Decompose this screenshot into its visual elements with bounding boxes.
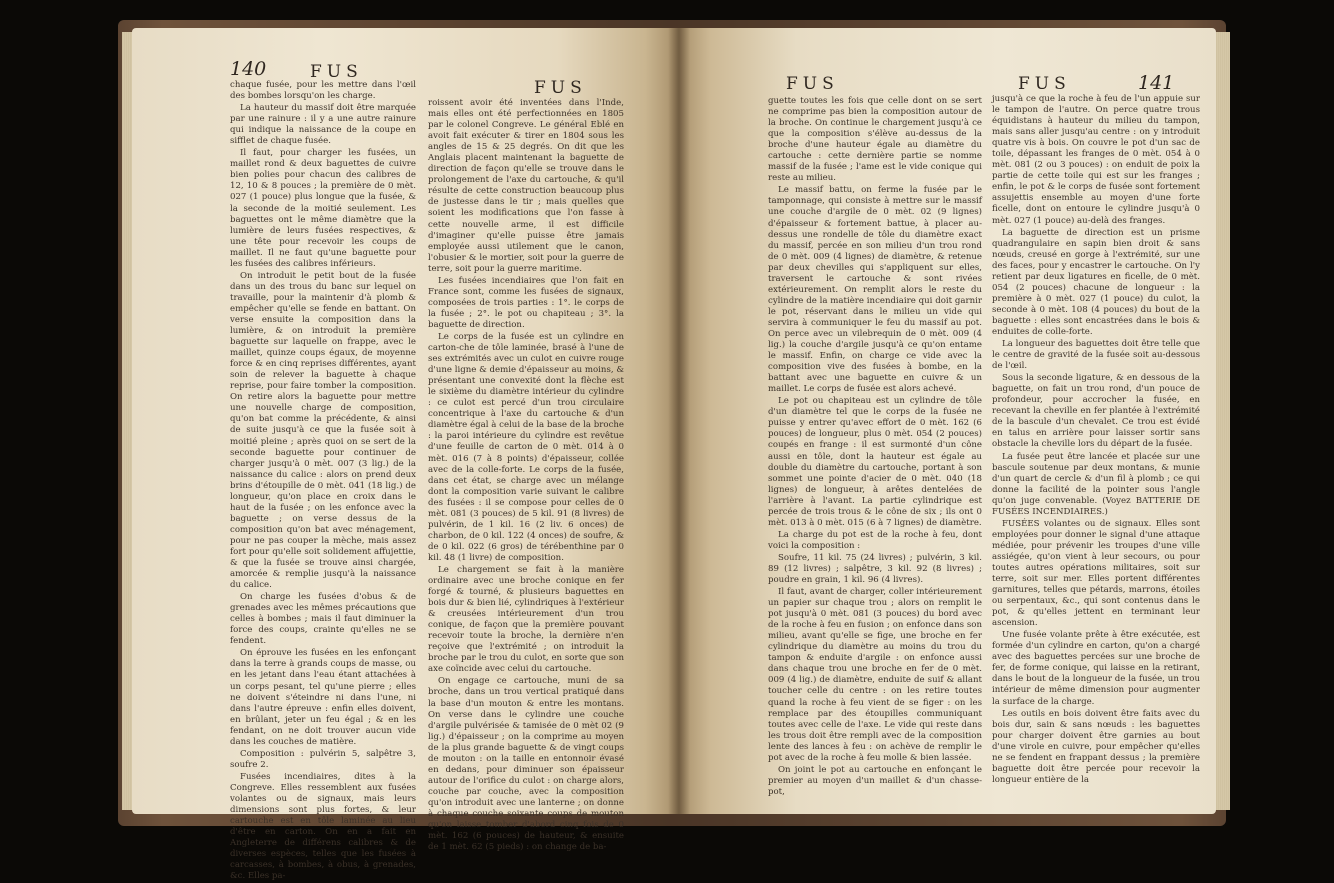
paragraph: Composition : pulvérin 5, salpêtre 3, soufre 2. bbox=[230, 748, 416, 770]
paragraph: La longueur des baguettes doit être telle que le centre de gravité de la fusée soit au-dessous de l'œil. bbox=[992, 339, 1200, 372]
page-edges-right bbox=[1216, 32, 1230, 810]
right-running-head-inner: FUS bbox=[786, 74, 839, 94]
paragraph: La baguette de direction est un prisme quadrangulaire en sapin bien droit & sans nœuds, creusé en gorge à l'extrémité, sur une des faces, pour y encastrer le cartouche. On l'y retient par deux ligatures en ficelle, de 0 mèt. 054 (2 pouces) chacune de longueur : la première à 0 mèt. 027 (1 pouce) du culot, la seconde à 0 mèt. 108 (4 pouces) du bout de la baguette : elles sont encastrées dans le bois & enduites de colle-forte. bbox=[992, 227, 1200, 337]
paragraph: La charge du pot est de la roche à feu, dont voici la composition : bbox=[768, 529, 982, 551]
book-gutter bbox=[668, 28, 690, 814]
paragraph: Les outils en bois doivent être faits avec du bois dur, sain & sans nœuds : les baguettes pour charger doivent être garnies au bout d'une virole en cuivre, pour empêcher qu'elles ne se fendent en frappant dessus ; la première baguette doit être percée pour recevoir la longueur entière de la bbox=[992, 708, 1200, 785]
right-page-column-b bbox=[992, 94, 1200, 787]
paragraph: roissent avoir été inventées dans l'Inde, mais elles ont été perfectionnées en 1805 par le colonel Congreve. Le général Eblé en avoit fait exécuter & tirer en 1804 sous les angles de 15 & 25 degrés. On dit que les Anglais placent maintenant la baguette de direction de façon qu'elle se trouve dans le prolongement de l'axe du cartouche, & qu'il résulte de cette construction beaucoup plus de justesse dans le tir ; mais quelles que soient les modifications que l'on fasse à cette nouvelle arme, il est difficile d'imaginer qu'elle puisse être jamais employée aussi utilement que le canon, l'obusier & le mortier, soit pour la guerre de terre, soit pour la guerre maritime. bbox=[428, 98, 624, 274]
paragraph: Il faut, avant de charger, coller intérieurement un papier sur chaque trou ; alors on remplit le pot jusqu'à 0 mèt. 081 (3 pouces) du bord avec de la roche à feu en fusion ; on enfonce dans son milieu, avant qu'elle se fige, une broche en fer cylindrique du diamètre au moins du trou du tampon & enduite d'argile : on enfonce aussi dans chaque trou une broche en fer de 0 mèt. 009 (4 lig.) de diamètre, enduite de suif & allant toucher celle du centre : on les retire toutes quand la roche à feu vient de se figer : on les remplace par des étoupilles communiquant toutes avec celle de l'axe. Le vide qui reste dans les trous doit être rempli avec de la composition lente des lances à feu : on achève de remplir le pot avec de la roche à feu molle & bien lassée. bbox=[768, 587, 982, 763]
paragraph: Soufre, 11 kil. 75 (24 livres) ; pulvérin, 3 kil. 89 (12 livres) ; salpêtre, 3 kil. 92 (8 livres) ; poudre en grain, 1 kil. 96 (4 livres). bbox=[768, 552, 982, 586]
paragraph: Le pot ou chapiteau est un cylindre de tôle d'un diamètre tel que le corps de la fusée ne puisse y entrer qu'avec effort de 0 mèt. 162 (6 pouces) de longueur, plus 0 mèt. 054 (2 pouces) coupés en frange : il est surmonté d'un cône aussi en tôle, dont la hauteur est égale au double du diamètre du cartouche, portant à son sommet une pointe d'acier de 0 mèt. 040 (18 lignes) de longueur, à arêtes dentelées de l'arrière à l'avant. La partie cylindrique est percée de trois trous & le cône de six ; ils ont 0 mèt. 013 à 0 mèt. 015 (6 à 7 lignes) de diamètre. bbox=[768, 396, 982, 528]
paragraph: FUSÉES volantes ou de signaux. Elles sont employées pour donner le signal d'une attaque médiée, pour prévenir les troupes d'une ville assiégée, qu'on vient à leur secours, ou pour toutes autres opérations militaires, soit sur terre, soit sur mer. Elles portent différentes garnitures, telles que pétards, marrons, étoiles ou serpentaux, &c., qui sont contenus dans le pot, & qu'elles jettent en terminant leur ascension. bbox=[992, 518, 1200, 629]
left-running-head-inner: FUS bbox=[534, 78, 587, 98]
paragraph: Fusées incendiaires, dites à la Congreve. Elles ressemblent aux fusées volantes ou de signaux, mais leurs dimensions sont plus fortes, & leur cartouche est en tôle laminée au lieu d'être en carton. On en a fait en Angleterre de différens calibres & de diverses espèces, telles que les fusées à carcasses, à bombes, à obus, à grenades, &c. Elles pa- bbox=[230, 771, 416, 882]
paragraph: chaque fusée, pour les mettre dans l'œil des bombes lorsqu'on les charge. bbox=[230, 80, 416, 102]
paragraph: On charge les fusées d'obus & de grenades avec les mêmes précautions que celles à bombes ; mais il faut diminuer la force des coups, crainte qu'elles ne se fendent. bbox=[230, 592, 416, 647]
left-page-number: 140 bbox=[230, 58, 267, 80]
right-running-head-outer: FUS bbox=[1018, 74, 1071, 94]
paragraph: On joint le pot au cartouche en enfonçant le premier au moyen d'un maillet & d'un chasse-pot, bbox=[768, 764, 982, 797]
paragraph: Les fusées incendiaires que l'on fait en France sont, comme les fusées de signaux, composées de trois parties : 1°. le corps de la fusée ; 2°. le pot ou chapiteau ; 3°. la baguette de direction. bbox=[428, 275, 624, 330]
paragraph: Il faut, pour charger les fusées, un maillet rond & deux baguettes de cuivre bien polies pour chacun des calibres de 12, 10 & 8 pouces ; la première de 0 mèt. 027 (1 pouce) plus longue que la fusée, & la seconde de la moitié seulement. Les baguettes ont le même diamètre que la lumière de leurs fusées respectives, & une tête pour recevoir les coups de maillet. Il ne faut qu'une baguette pour les fusées des calibres inférieurs. bbox=[230, 148, 416, 269]
paragraph: jusqu'à ce que la roche à feu de l'un appuie sur le tampon de l'autre. On perce quatre trous équidistans à hauteur du milieu du tampon, mais sans aller jusqu'au centre : on y introduit quatre vis à bois. On couvre le pot d'un sac de toile, dépassant les franges de 0 mèt. 054 à 0 mèt. 081 (2 ou 3 pouces) : on enduit de poix la partie de cette toile qui est sur les franges ; enfin, le pot & le corps de fusée sont fortement assujettis ensemble au moyen d'une forte ficelle, dont on entoure le cylindre jusqu'à 0 mèt. 027 (1 pouce) au-delà des franges. bbox=[992, 94, 1200, 226]
paragraph: guette toutes les fois que celle dont on se sert ne comprime pas bien la composition autour de la broche. On continue le chargement jusqu'à ce que la composition s'élève au-dessus de la broche d'une hauteur égale au diamètre du cartouche : cette dernière partie se nomme massif de la fusée ; l'ame est le vide conique qui reste au milieu. bbox=[768, 96, 982, 184]
left-page bbox=[132, 28, 678, 882]
paragraph: On engage ce cartouche, muni de sa broche, dans un trou vertical pratiqué dans la base d'un mouton & entre les montans. On verse dans le cylindre une couche d'argile pulvérisée & tamisée de 0 mèt 02 (9 lig.) d'épaisseur ; on la comprime au moyen de la plus grande baguette & de vingt coups de mouton : on la taille en entonnoir évasé en dedans, pour diminuer son épaisseur autour de l'orifice du culot : on charge alors, couche par couche, avec la composition qu'on introduit avec une lanterne ; on donne à chaque couche soixante coups de mouton qu'on laisse tomber d'abord cinq fois de 0 mèt. 162 (6 pouces) de hauteur, & ensuite de 1 mèt. 62 (5 pieds) : on change de ba- bbox=[428, 676, 624, 853]
paragraph: La fusée peut être lancée et placée sur une bascule soutenue par deux montans, & munie d'un quart de cercle & d'un fil à plomb ; ce qui donne la facilité de la pointer sous l'angle qu'on juge convenable. (Voyez BATTERIE DE FUSÉES INCENDIAIRES.) bbox=[992, 451, 1200, 517]
left-page-column-b bbox=[428, 98, 624, 854]
left-running-head-outer: FUS bbox=[310, 62, 363, 82]
paragraph: La hauteur du massif doit être marquée par une rainure : il y a une autre rainure qui indique la naissance de la coupe en sifflet de chaque fusée. bbox=[230, 103, 416, 147]
paragraph: Une fusée volante prête à être exécutée, est formée d'un cylindre en carton, qu'on a chargé avec des baguettes percées sur une broche de fer, de forme conique, qui laisse en la retirant, dans le bout de la longueur de la fusée, un trou intérieur de même dimension pour augmenter la surface de la charge. bbox=[992, 630, 1200, 707]
page-edges-left bbox=[122, 32, 132, 810]
left-page-column-a bbox=[230, 80, 416, 883]
paragraph: Sous la seconde ligature, & en dessous de la baguette, on fait un trou rond, d'un pouce de profondeur, pour accrocher la fusée, en recevant la cheville en fer plantée à l'extrémité de la bascule d'un chevalet. Ce trou est évidé en talus en arrière pour laisser sortir sans obstacle la cheville lors du départ de la fusée. bbox=[992, 373, 1200, 450]
paragraph: Le massif battu, on ferme la fusée par le tamponnage, qui consiste à mettre sur le massif une couche d'argile de 0 mèt. 02 (9 lignes) d'épaisseur & fortement battue, à placer au-dessus une rondelle de tôle du diamètre exact du massif, percée en son milieu d'un trou rond de 0 mèt. 009 (4 lignes) de diamètre, & retenue par deux chevilles qui s'appliquent sur elles, traversent le cartouche & sont rivées extérieurement. On remplit alors le reste du cylindre de la matière incendiaire qui doit garnir le pot, réservant dans le milieu un vide qui servira à communiquer le feu du massif au pot. On perce avec un vilebrequin de 0 mèt. 009 (4 lig.) la couche d'argile jusqu'à ce qu'on entame le massif. Enfin, on charge ce vide avec la composition vive des fusées à bombe, en la battant avec une baguette en cuivre & un maillet. Le corps de fusée est alors achevé. bbox=[768, 185, 982, 395]
right-page-column-a bbox=[768, 96, 982, 799]
right-page-number: 141 bbox=[1138, 72, 1175, 94]
paragraph: Le corps de la fusée est un cylindre en carton-che de tôle laminée, brasé à l'une de ses extrémités avec un culot en cuivre rouge d'une ligne & demie d'épaisseur au moins, & présentant une convexité dont la flèche est le sixième du diamètre intérieur du cylindre : ce culot est percé d'un trou circulaire concentrique à l'axe du cartouche & d'un diamètre égal à celui de la base de la broche : la paroi intérieure du cylindre est revêtue d'une feuille de carton de 0 mèt. 014 à 0 mèt. 016 (7 à 8 points) d'épaisseur, collée avec de la colle-forte. Le corps de la fusée, dans cet état, se charge avec un mélange dont la composition varie suivant le calibre des fusées : il se compose pour celles de 0 mèt. 081 (3 pouces) de 5 kil. 91 (8 livres) de pulvérin, de 1 kil. 16 (2 liv. 6 onces) de charbon, de 0 kil. 122 (4 onces) de soufre, & de 0 kil. 022 (6 gros) de térébenthine par 0 kil. 48 (1 livre) de composition. bbox=[428, 331, 624, 563]
paragraph: On éprouve les fusées en les enfonçant dans la terre à grands coups de masse, ou en les jetant dans l'eau étant attachées à un corps pesant, tel qu'une pierre ; elles ne doivent s'éteindre ni dans l'une, ni dans l'autre épreuve : enfin elles doivent, en brûlant, jeter un feu égal ; & en les fendant, on ne doit trouver aucun vide dans les couches de matière. bbox=[230, 648, 416, 747]
paragraph: Le chargement se fait à la manière ordinaire avec une broche conique en fer forgé & tourné, & plusieurs baguettes en bois dur & bien lié, cylindriques à l'extérieur & creusées intérieurement d'un trou conique, de façon que la première pouvant recevoir toute la broche, la dernière n'en reçoive que l'extrémité ; on introduit la broche par le trou du culot, en sorte que son axe coïncide avec celui du cartouche. bbox=[428, 564, 624, 675]
right-page bbox=[678, 28, 1216, 814]
paragraph: On introduit le petit bout de la fusée dans un des trous du banc sur lequel on travaille, pour la maintenir d'à plomb & empêcher qu'elle se fende en battant. On verse ensuite la composition dans la lumière, & on introduit la première baguette sur laquelle on frappe, avec le maillet, quinze coups égaux, de moyenne force & en cinq reprises différentes, ayant soin de relever la baguette à chaque reprise, pour faire tomber la composition. On retire alors la baguette pour mettre une nouvelle charge de composition, qu'on bat comme la précédente, & ainsi de suite jusqu'à ce que la fusée soit à moitié pleine ; après quoi on se sert de la seconde baguette pour continuer de charger jusqu'à 0 mèt. 007 (3 lig.) de la naissance du calice : alors on prend deux brins d'étoupille de 0 mèt. 041 (18 lig.) de longueur, qu'on place en croix dans le haut de la fusée ; on les enfonce avec la baguette ; on verse dessus de la composition qu'on bat avec ménagement, pour ne pas couper la mèche, mais assez fort pour qu'elle soit solidement affujettie, & que la fusée se trouve ainsi chargée, amorcée & remplie jusqu'à la naissance du calice. bbox=[230, 270, 416, 591]
